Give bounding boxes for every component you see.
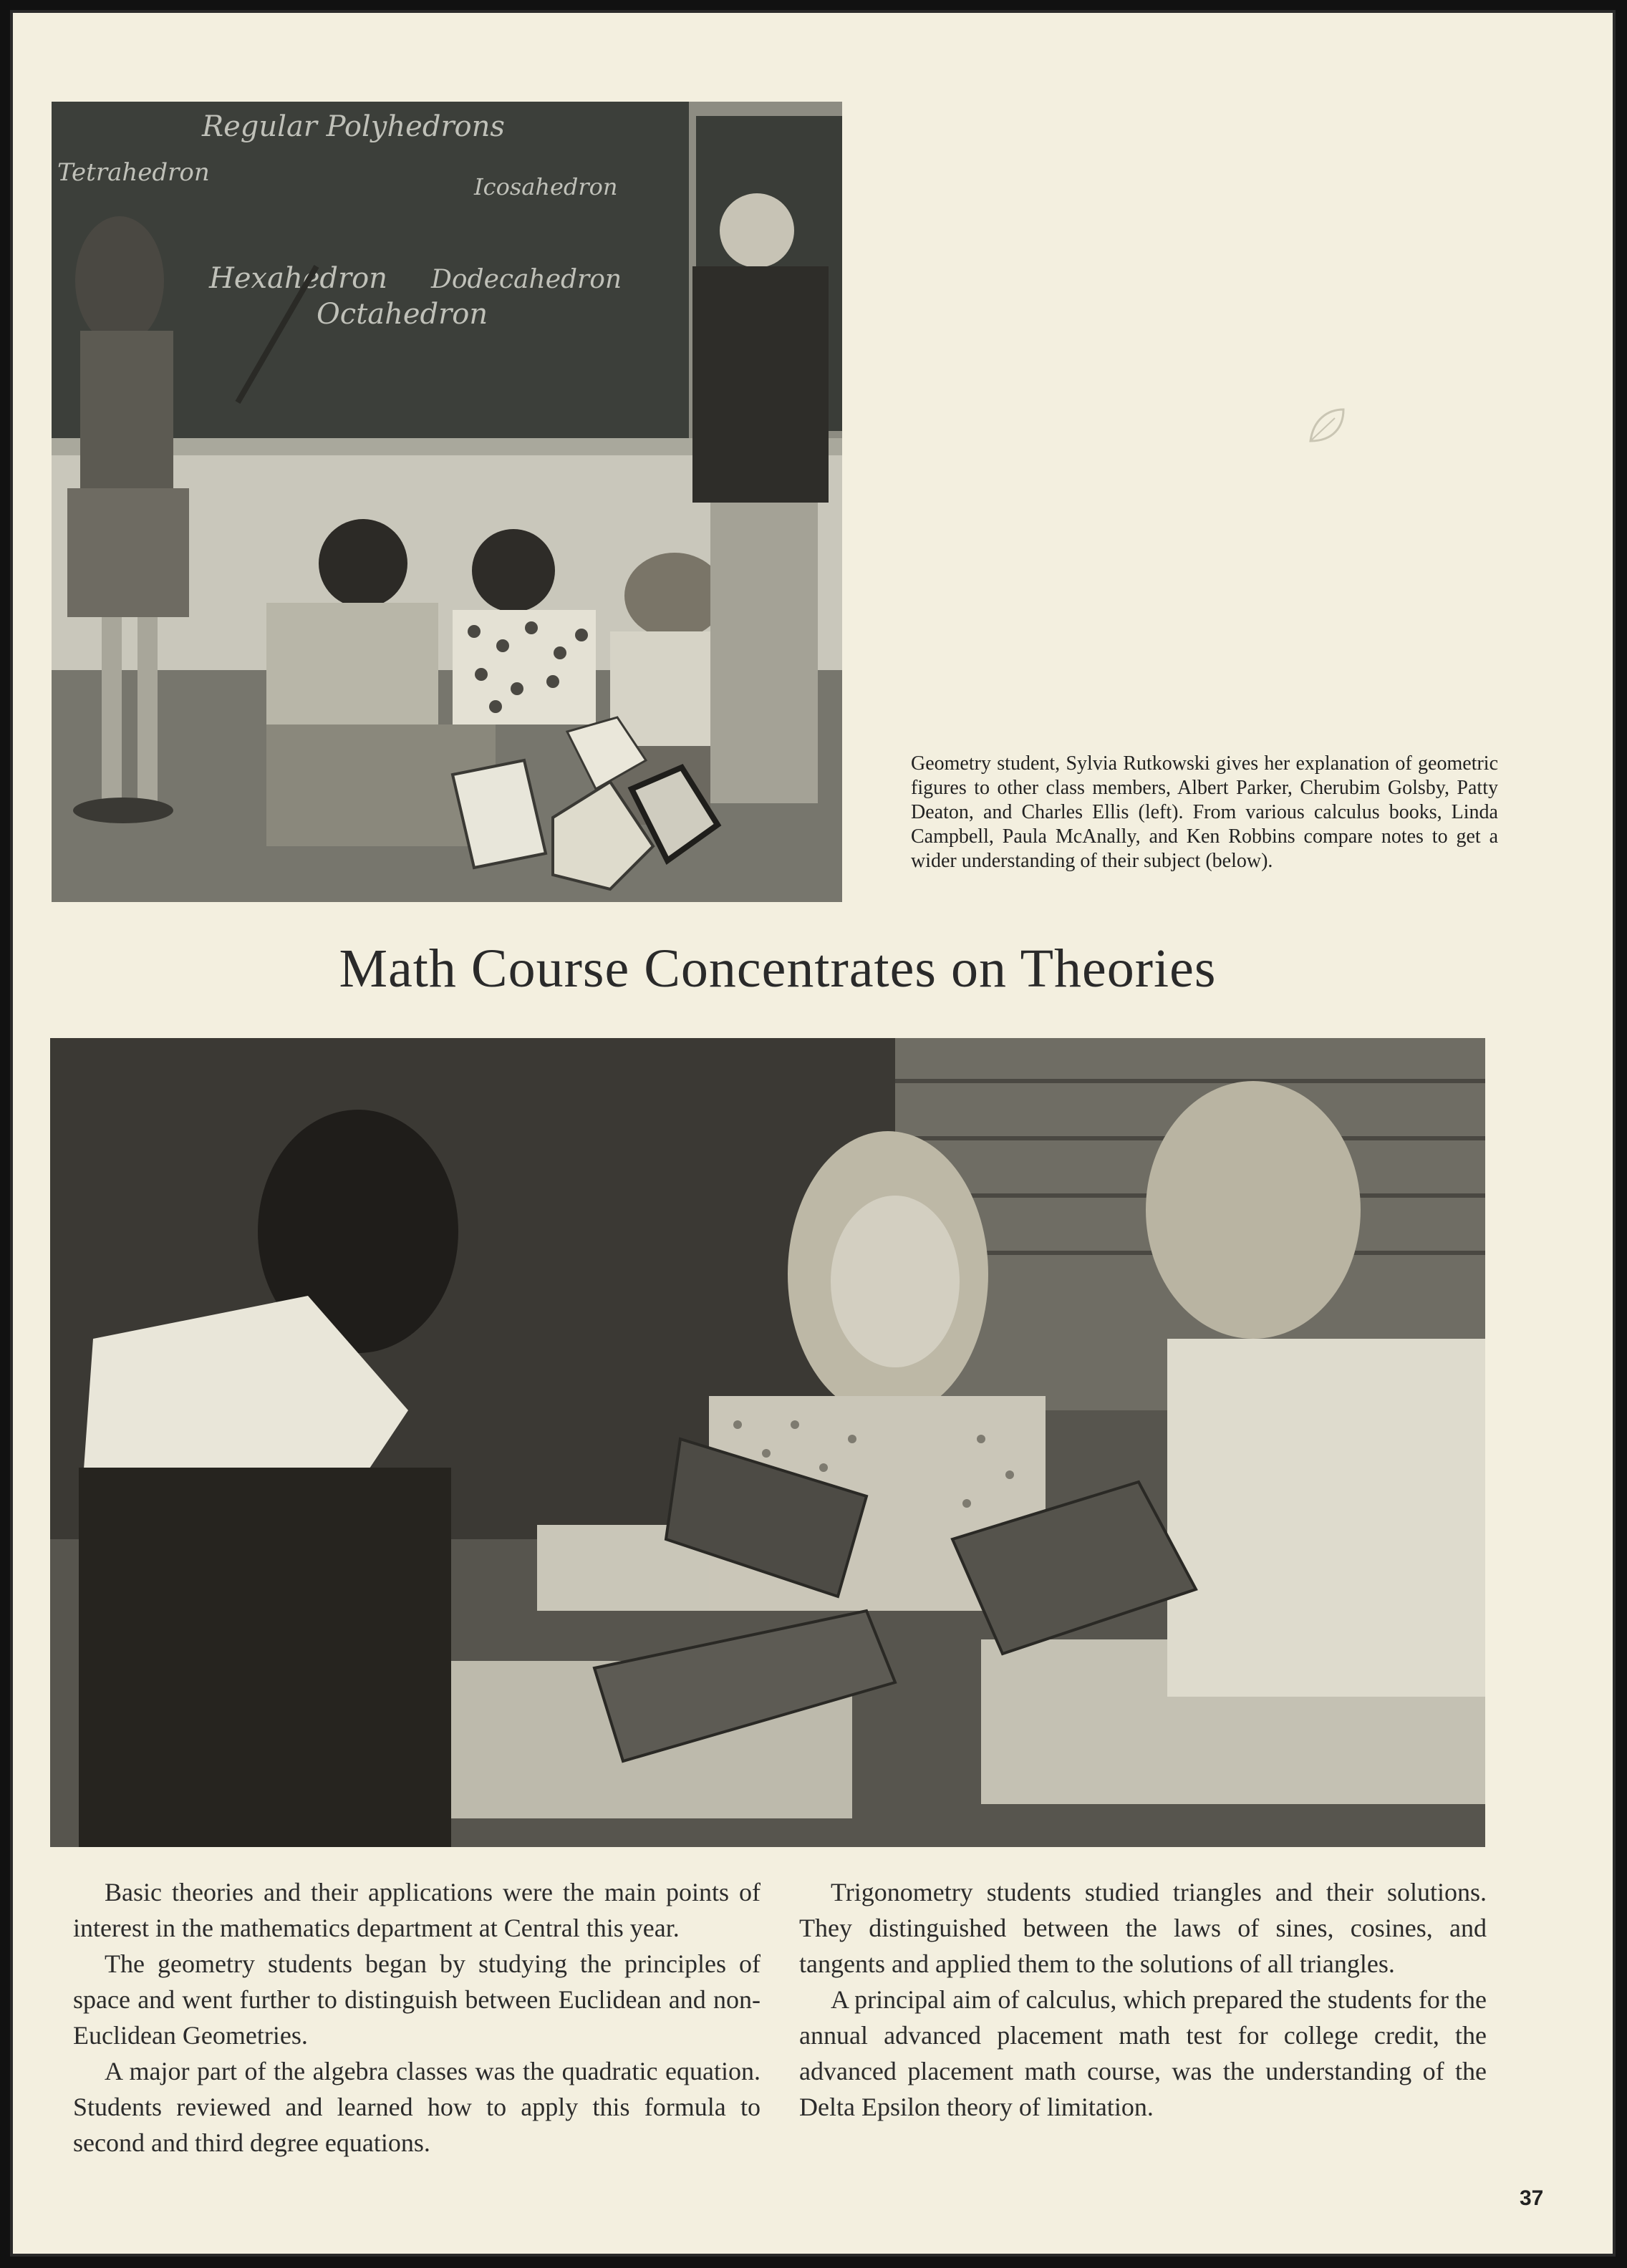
photo-caption: Geometry student, Sylvia Rutkowski gives her explanation of geometric figures to other class members, Albert Parker, Cherubim Golsby, Patty Deaton, and Charles Ellis (left). From various calculus books, Linda Campbell, Paula McAnally, and Ken Robbins compare notes to get a wider understanding of their subject (below). [911,752,1498,872]
paragraph: Trigonometry students studied triangles and their solutions. They distinguished between the laws of sines, cosines, and tangents and applied them to the solutions of all triangles. [799,1878,1487,1978]
board-word-icosahedron: Icosahedron [474,173,618,200]
paragraph: Basic theories and their applications were the main points of interest in the mathematics department at Central this year. [73,1878,761,1942]
paragraph: The geometry students began by studying the principles of space and went further to distinguish between Euclidean and non-Euclidean Geometries. [73,1949,761,2050]
board-word-dodecahedron: Dodecahedron [431,265,622,294]
board-word-tetrahedron: Tetrahedron [57,158,210,187]
calculus-students-photo [50,1038,1485,1847]
geometry-class-photo [52,102,842,902]
body-column-right [799,1874,1487,2125]
paragraph: A major part of the algebra classes was the quadratic equation. Students reviewed and learned how to apply this formula to second and third degree equations. [73,2057,761,2157]
leaf-icon [1306,405,1348,447]
board-word-octahedron: Octahedron [317,298,488,331]
body-column-left [73,1874,761,2161]
yearbook-page [10,10,1616,2257]
paragraph: A principal aim of calculus, which prepared the students for the annual advanced placement math test for college credit, the advanced placement math course, was the understanding of the Delta Epsilon theory of limitation. [799,1985,1487,2121]
page-headline: Math Course Concentrates on Theories [339,939,1217,999]
page-number: 37 [1520,2186,1544,2210]
board-word-hexahedron: Hexahedron [209,262,387,295]
board-title: Regular Polyhedrons [202,110,505,143]
